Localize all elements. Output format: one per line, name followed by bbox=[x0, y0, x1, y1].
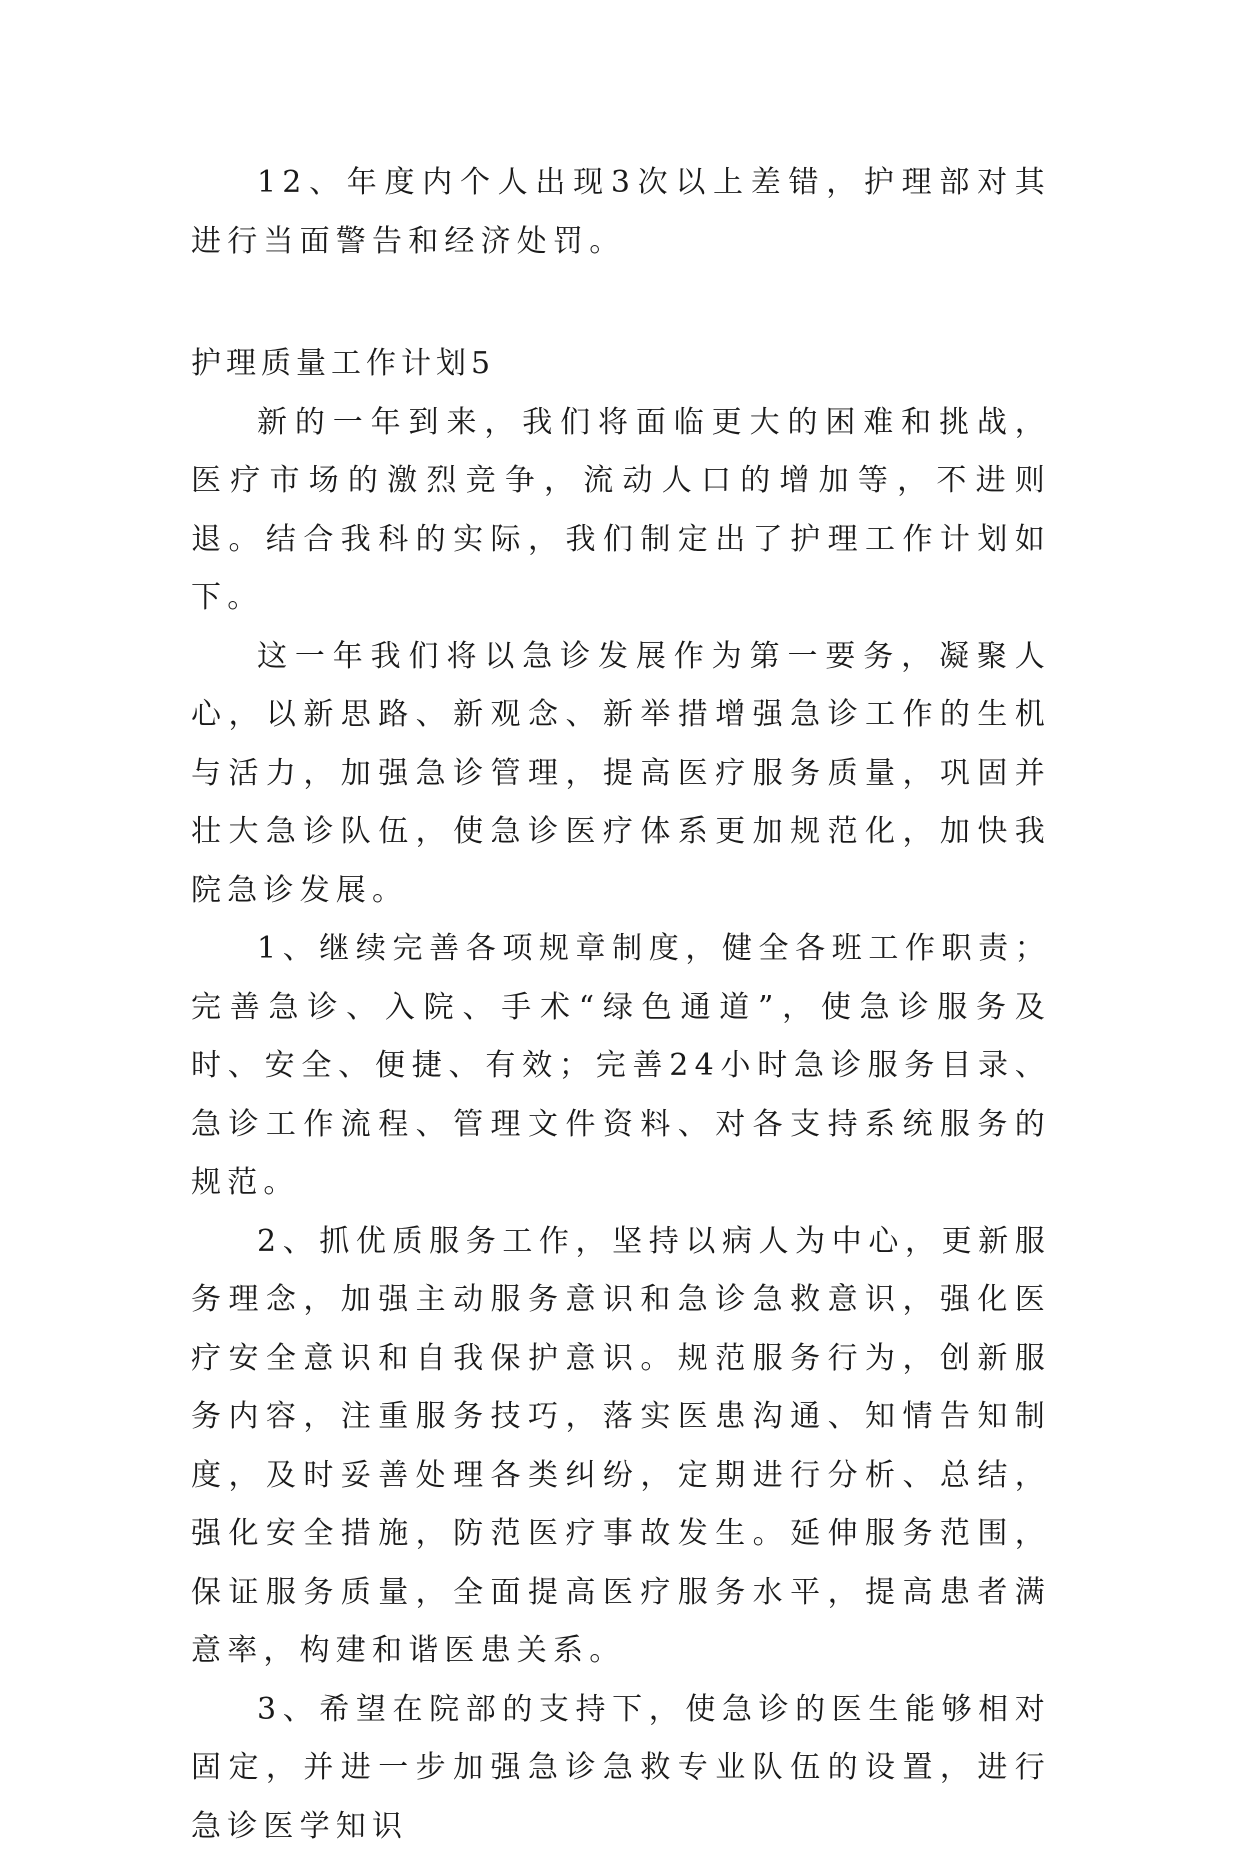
paragraph-item-2: 2、抓优质服务工作，坚持以病人为中心，更新服务理念，加强主动服务意识和急诊急救意识，强化医疗安全意识和自我保护意识。规范服务行为，创新服务内容，注重服务技巧，落实医患沟通、知情告知制度，及时妥善处理各类纠纷，定期进行分析、总结，强化安全措施，防范医疗事故发生。延伸服务范围，保证服务质量，全面提高医疗服务水平，提高患者满意率，构建和谐医患关系。 bbox=[191, 1213, 1051, 1681]
section-title: 护理质量工作计划5 bbox=[191, 335, 1051, 394]
paragraph-item-3: 3、希望在院部的支持下，使急诊的医生能够相对固定，并进一步加强急诊急救专业队伍的设置，进行急诊医学知识 bbox=[191, 1681, 1051, 1856]
paragraph-intro: 新的一年到来，我们将面临更大的困难和挑战，医疗市场的激烈竞争，流动人口的增加等，不进则退。结合我科的实际，我们制定出了护理工作计划如下。 bbox=[191, 394, 1051, 628]
paragraph-item-12: 12、年度内个人出现3次以上差错，护理部对其进行当面警告和经济处罚。 bbox=[191, 154, 1051, 271]
paragraph-goal: 这一年我们将以急诊发展作为第一要务，凝聚人心，以新思路、新观念、新举措增强急诊工作的生机与活力，加强急诊管理，提高医疗服务质量，巩固并壮大急诊队伍，使急诊医疗体系更加规范化，加快我院急诊发展。 bbox=[191, 628, 1051, 921]
document-body bbox=[191, 154, 1051, 1856]
paragraph-item-1: 1、继续完善各项规章制度，健全各班工作职责；完善急诊、入院、手术“绿色通道”，使急诊服务及时、安全、便捷、有效；完善24小时急诊服务目录、急诊工作流程、管理文件资料、对各支持系统服务的规范。 bbox=[191, 920, 1051, 1213]
